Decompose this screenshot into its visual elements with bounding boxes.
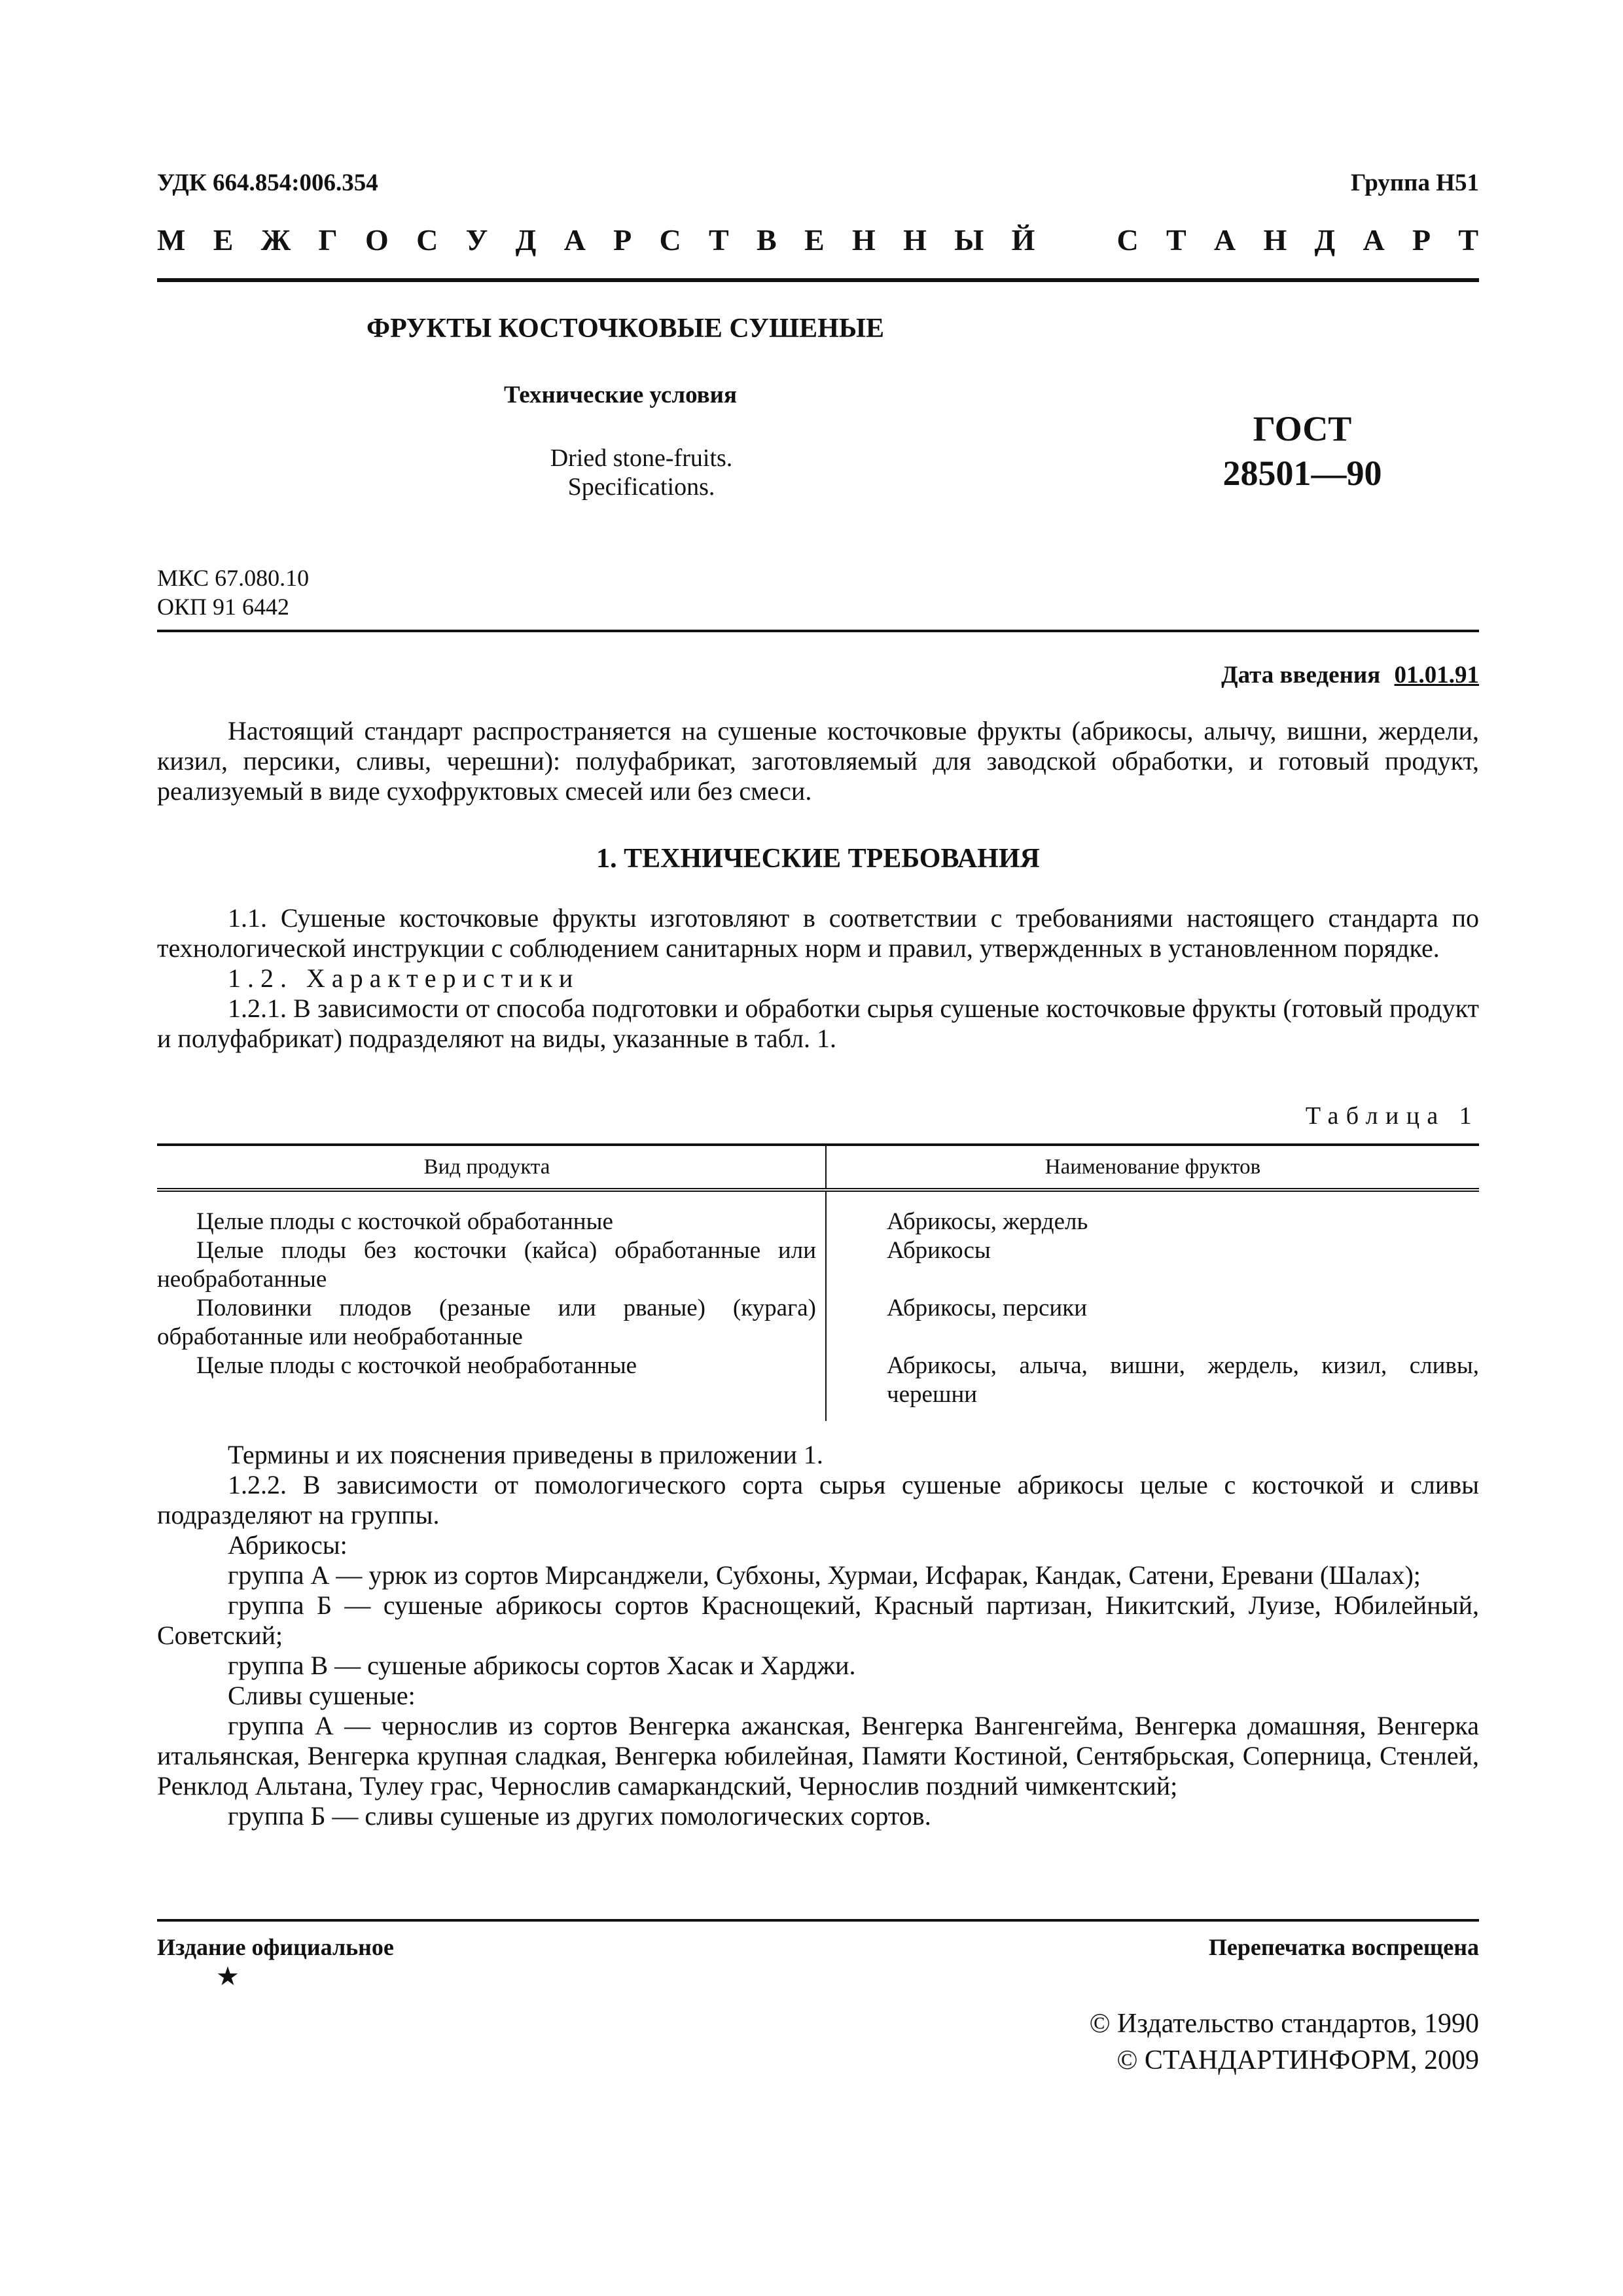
official-edition: Издание официальное	[157, 1934, 394, 1960]
footer-rule	[157, 1919, 1479, 1922]
header-rule	[157, 278, 1479, 282]
clause-1-2-text: 1.2. Характеристики	[228, 963, 580, 993]
plums-title: Сливы сушеные:	[228, 1681, 416, 1710]
english-title-line1: Dried stone-fruits.	[550, 444, 733, 472]
table-cell-kind: Целые плоды с косточкой необработанные	[196, 1352, 637, 1379]
standard-type-heading: М Е Ж Г О С У Д А Р С Т В Е Н Н Ы Й С Т А Н Д А Р Т	[157, 223, 1479, 257]
document-title: ФРУКТЫ КОСТОЧКОВЫЕ СУШЕНЫЕ	[366, 314, 885, 344]
clause-1-2-1: 1.2.1. В зависимости от способа подготовки и обработки сырья сушеные косточковые фрукты (готовый продукт и полуфабрикат) подразделяют на виды, указанные в табл. 1.	[157, 994, 1479, 1053]
group-code: Группа Н51	[1351, 170, 1479, 196]
document-subtitle: Технические условия	[504, 382, 737, 408]
table-row	[157, 1294, 1479, 1352]
table-label: Таблица 1	[1305, 1102, 1479, 1130]
table-cell-kind: Целые плоды без косточки (кайса) обработанные или необработанные	[157, 1237, 816, 1293]
english-title-line2: Specifications.	[567, 473, 715, 501]
table-header-row	[157, 1145, 1479, 1190]
intro-date-value: 01.01.91	[1394, 662, 1479, 689]
copyright-2009: © СТАНДАРТИНФОРМ, 2009	[1116, 2045, 1479, 2075]
apricot-group-v: группа В — сушеные абрикосы сортов Хасак и Харджи.	[228, 1651, 856, 1680]
apricot-group-a: группа А — урюк из сортов Мирсанджели, Субхоны, Хурмаи, Исфарак, Кандак, Сатени, Еревани (Шалах);	[228, 1560, 1421, 1590]
intro-date-label: Дата введения	[1221, 662, 1381, 689]
table-cell-kind: Половинки плодов (резаные или рваные) (курага) обработанные или необработанные	[157, 1295, 816, 1350]
apricots-title: Абрикосы:	[228, 1530, 348, 1560]
scope-text: Настоящий стандарт распространяется на сушеные косточковые фрукты (абрикосы, алычу, вишни, жердели, кизил, персики, сливы, черешни): полуфабрикат, заготовляемый для заводской обработки, и готовый продукт, реализуемый в виде сухофруктовых смесей или без смеси.	[157, 716, 1479, 806]
table-header-fruits: Наименование фруктов	[1044, 1155, 1261, 1179]
gost-label: ГОСТ	[1253, 409, 1352, 448]
reprint-prohibited: Перепечатка воспрещена	[1208, 1934, 1479, 1960]
apricot-group-b: группа Б — сушеные абрикосы сортов Краснощекий, Красный партизан, Никитский, Луизе, Юбилейный, Советский;	[157, 1590, 1479, 1650]
plum-group-b: группа Б — сливы сушеные из других помологических сортов.	[228, 1801, 931, 1831]
clause-1-1: 1.1. Сушеные косточковые фрукты изготовляют в соответствии с требованиями настоящего стандарта по технологической инструкции с соблюдением санитарных норм и правил, утвержденных в установленном порядке.	[157, 903, 1479, 963]
table-row	[157, 1352, 1479, 1421]
table-header-kind: Вид продукта	[157, 1145, 826, 1190]
intro-date	[1221, 661, 1479, 689]
table-row	[157, 1236, 1479, 1294]
gost-number: 28501—90	[1222, 454, 1382, 493]
table-cell-kind: Целые плоды с косточкой обработанные	[196, 1208, 613, 1235]
table-1	[157, 1143, 1479, 1421]
table-cell-fruits: Абрикосы, персики	[887, 1295, 1087, 1321]
clause-1-2	[157, 963, 1479, 994]
mks-code: МКС 67.080.10	[157, 565, 310, 591]
star-mark: ★	[216, 1962, 240, 1991]
table-cell-fruits: Абрикосы, алыча, вишни, жердель, кизил, сливы, черешни	[887, 1352, 1479, 1408]
copyright-1990: © Издательство стандартов, 1990	[1089, 2009, 1479, 2039]
terms-note: Термины и их пояснения приведены в приложении 1.	[228, 1440, 823, 1469]
plum-group-a: группа А — чернослив из сортов Венгерка ажанская, Венгерка Вангенгейма, Венгерка домашняя, Венгерка итальянская, Венгерка крупная сладкая, Венгерка юбилейная, Памяти Костиной, Сентябрьская, Соперница, Стенлей, Ренклод Альтана, Тулеу грас, Чернослив самаркандский, Чернослив поздний чимкентский;	[157, 1711, 1479, 1801]
after-table-body	[157, 1440, 1479, 1831]
udk-code: УДК 664.854:006.354	[157, 170, 378, 196]
table-cell-fruits: Абрикосы	[887, 1237, 991, 1264]
section-heading: 1. ТЕХНИЧЕСКИЕ ТРЕБОВАНИЯ	[596, 844, 1040, 874]
clause-1-2-2: 1.2.2. В зависимости от помологического сорта сырья сушеные абрикосы целые с косточкой и сливы подразделяют на группы.	[157, 1470, 1479, 1530]
scope-paragraph	[157, 716, 1479, 806]
table-row	[157, 1190, 1479, 1236]
table-cell-fruits: Абрикосы, жердель	[887, 1208, 1088, 1235]
okp-code: ОКП 91 6442	[157, 594, 290, 620]
section1-body	[157, 903, 1479, 1054]
codes-rule	[157, 630, 1479, 632]
